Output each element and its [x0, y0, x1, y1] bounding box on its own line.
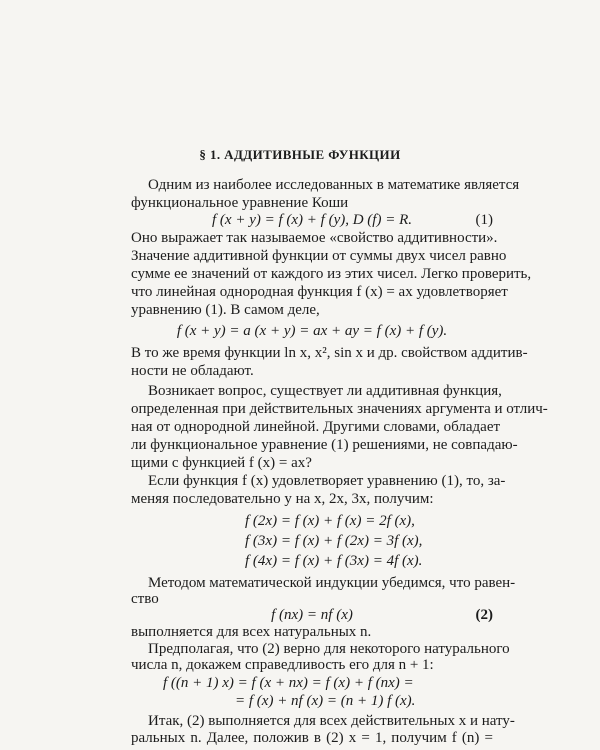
formula-f2x: f (2x) = f (x) + f (x) = 2f (x),: [245, 513, 415, 529]
formula-f3x: f (3x) = f (x) + f (2x) = 3f (x),: [245, 533, 423, 549]
formula-cauchy: f (x + y) = f (x) + f (y), D (f) = R.: [212, 212, 412, 228]
text-line-8: В то же время функции ln x, x², sin x и др. свойством аддитив-: [131, 345, 528, 361]
text-line-14: щими с функцией f (x) = ax?: [131, 455, 312, 471]
text-line-9: ности не обладают.: [131, 363, 254, 379]
text-line-6: что линейная однородная функция f (x) = ax удовлетворяет: [131, 284, 508, 300]
section-heading: § 1. АДДИТИВНЫЕ ФУНКЦИИ: [199, 147, 401, 162]
text-line-7: уравнению (1). В самом деле,: [131, 302, 320, 318]
text-line-20: Предполагая, что (2) верно для некоторого натурального: [148, 641, 510, 657]
text-line-13: ли функциональное уравнение (1) решениями, не совпадаю-: [131, 437, 518, 453]
text-line-18: ство: [131, 591, 159, 607]
text-line-1: Одним из наиболее исследованных в математике является: [148, 177, 520, 193]
formula-f4x: f (4x) = f (x) + f (3x) = 4f (x).: [245, 553, 423, 569]
text-line-12: ная от однородной линейной. Другими словами, обладает: [131, 419, 501, 435]
text-line-15: Если функция f (x) удовлетворяет уравнению (1), то, за-: [148, 473, 506, 489]
text-line-17: Методом математической индукции убедимся, что равен-: [148, 575, 516, 591]
formula-induction-1: f ((n + 1) x) = f (x + nx) = f (x) + f (nx) =: [163, 675, 414, 691]
text-line-22: Итак, (2) выполняется для всех действительных x и нату-: [148, 713, 515, 729]
text-line-5: сумме ее значений от каждого из этих чисел. Легко проверить,: [131, 266, 532, 282]
text-line-16: меняя последовательно y на x, 2x, 3x, получим:: [131, 491, 434, 507]
equation-number-2: (2): [475, 607, 493, 623]
text-line-3: Оно выражает так называемое «свойство аддитивности».: [131, 230, 498, 246]
text-line-10: Возникает вопрос, существует ли аддитивная функция,: [148, 383, 502, 399]
formula-linear-check: f (x + y) = a (x + y) = ax + ay = f (x) + f (y).: [176, 323, 448, 339]
text-line-21: числа n, докажем справедливость его для n + 1:: [131, 657, 434, 673]
text-line-11: определенная при действительных значениях аргумента и отлич-: [131, 401, 548, 417]
equation-number-1: (1): [475, 212, 493, 228]
formula-induction-2: = f (x) + nf (x) = (n + 1) f (x).: [235, 693, 416, 709]
text-line-23: ральных n. Далее, положив в (2) x = 1, получим f (n) =: [131, 730, 493, 746]
text-line-19: выполняется для всех натуральных n.: [131, 624, 372, 640]
text-line-2: функциональное уравнение Коши: [131, 195, 349, 211]
formula-fnx: f (nx) = nf (x): [271, 607, 353, 623]
text-line-4: Значение аддитивной функции от суммы двух чисел равно: [131, 248, 507, 264]
